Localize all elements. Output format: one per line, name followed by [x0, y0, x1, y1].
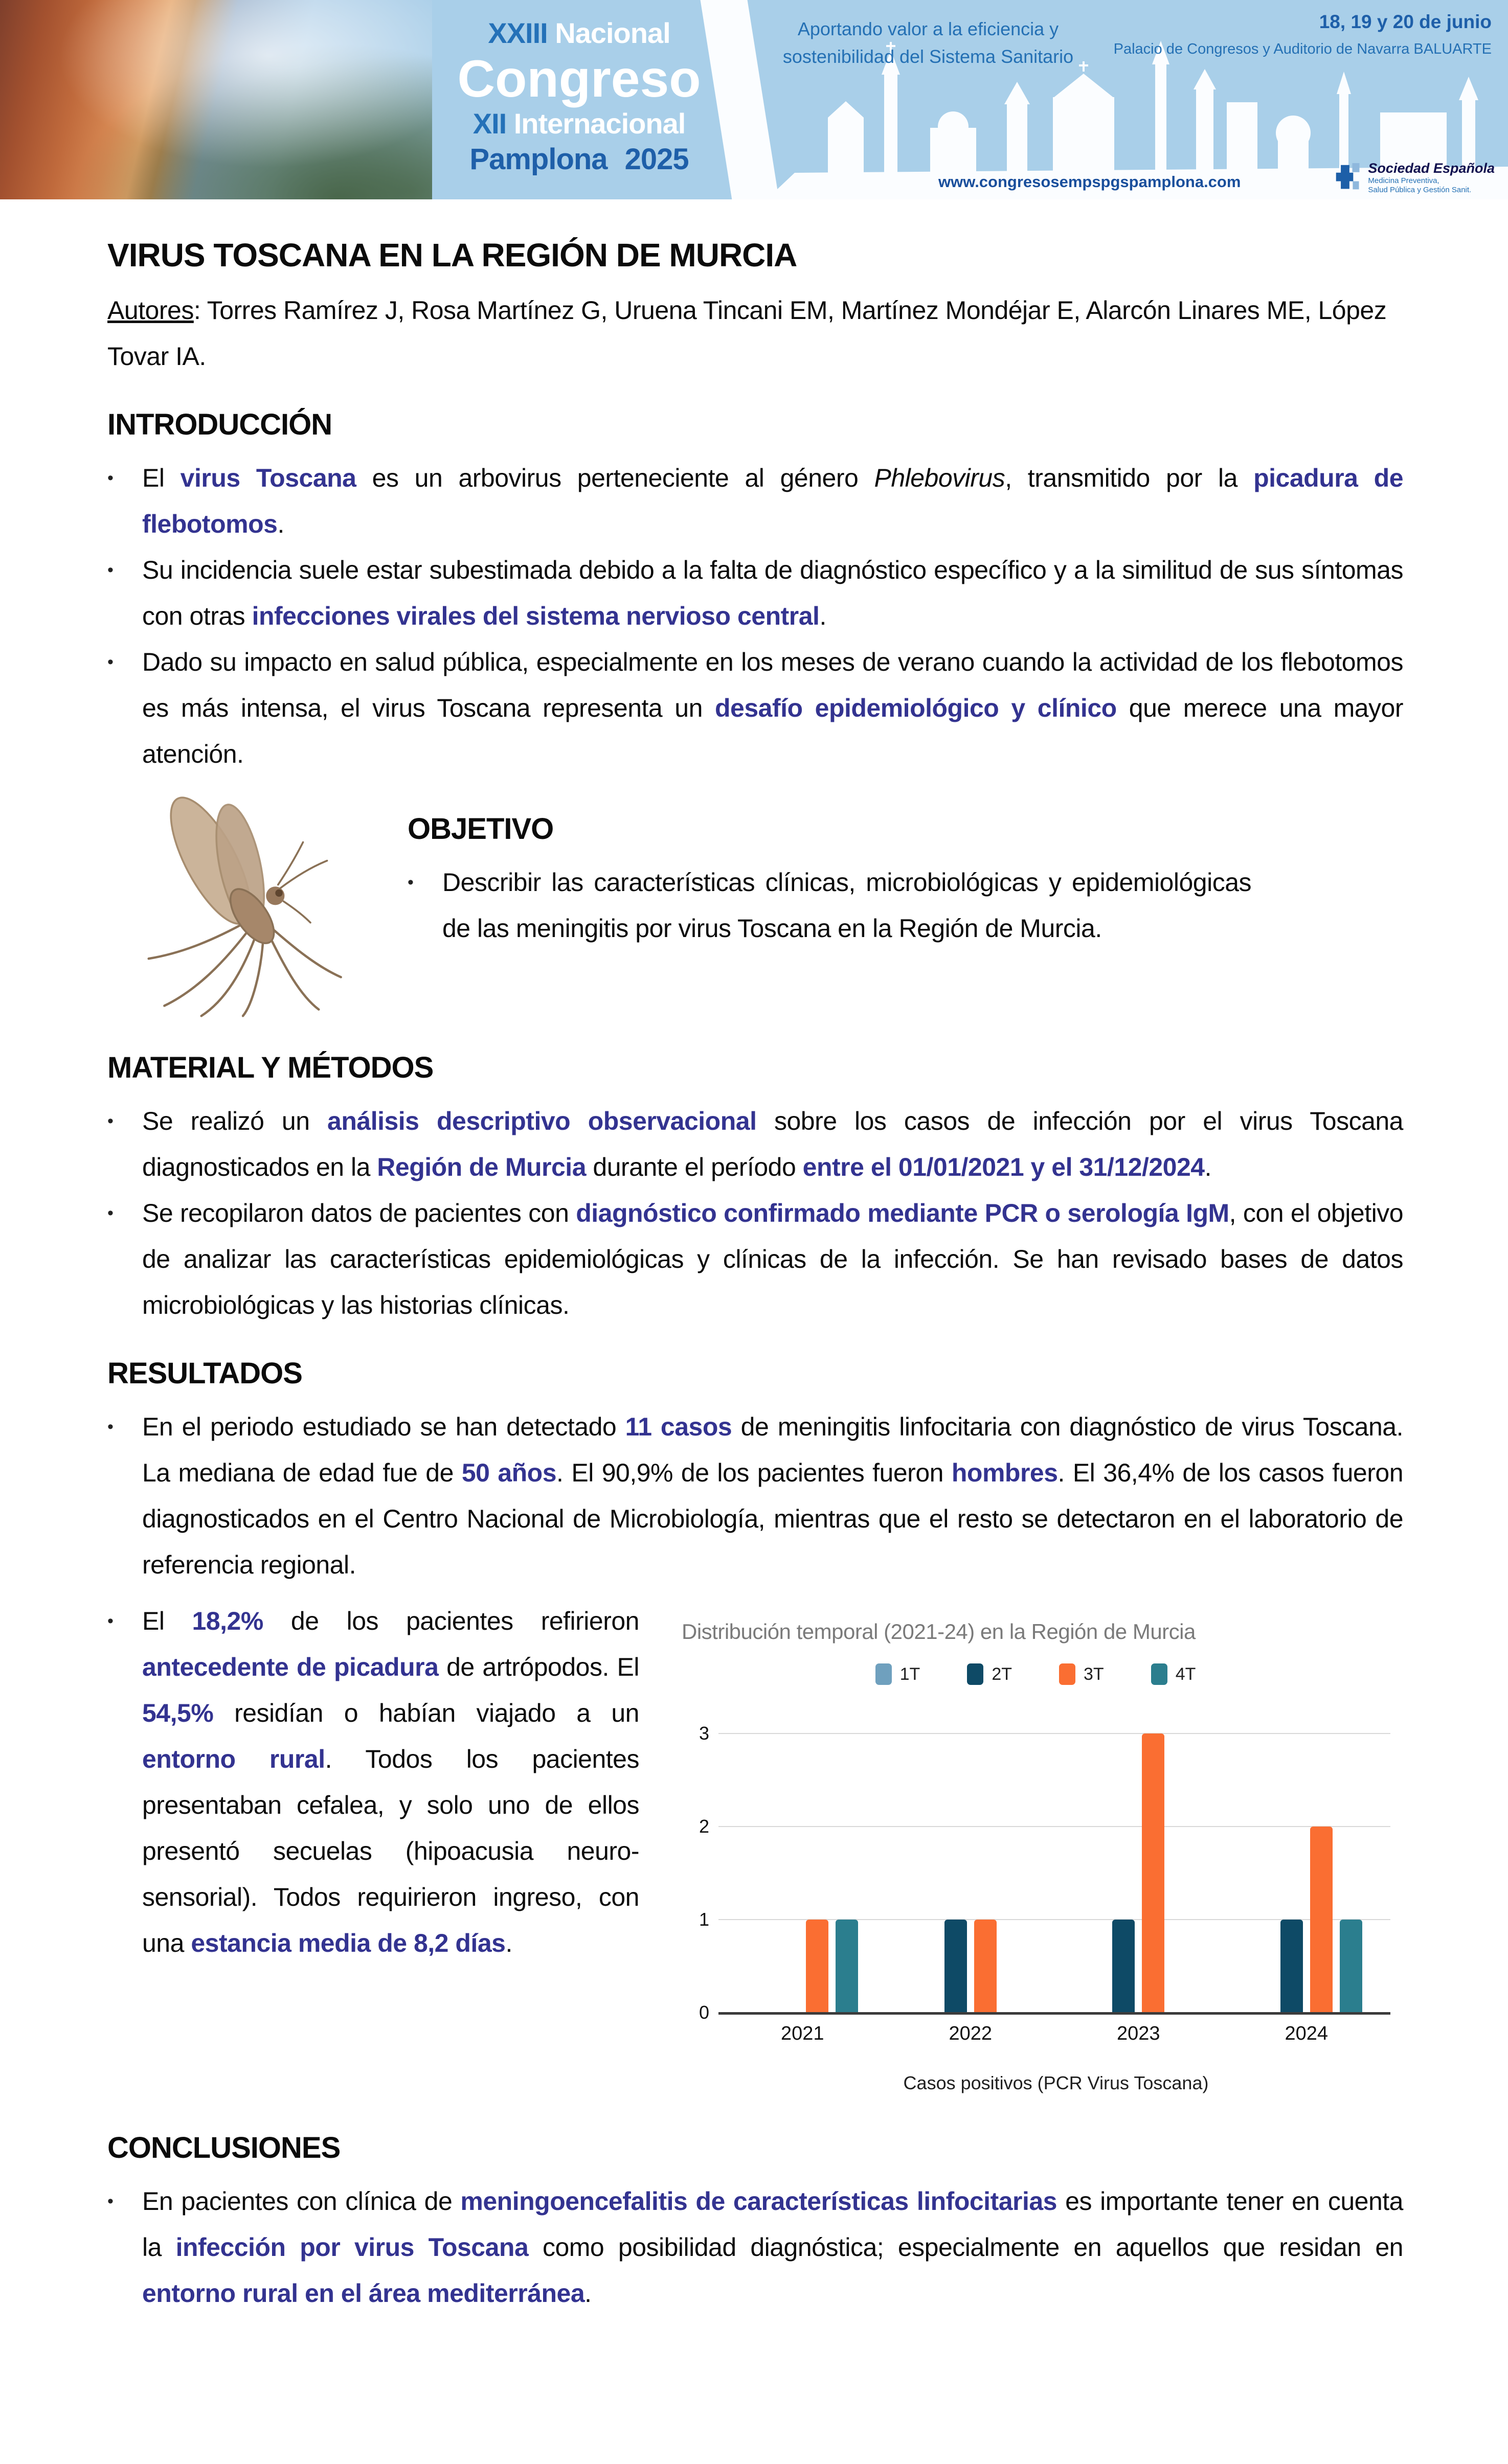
heading-objetivo: OBJETIVO: [408, 812, 554, 846]
bullet-marker: •: [107, 1203, 114, 1223]
bar-group-2023: [1054, 1708, 1223, 2013]
authors-line: [107, 287, 1403, 379]
bullet-marker: •: [107, 468, 114, 488]
congress-wordmark: [432, 17, 726, 176]
society-text: Sociedad Española Medicina Preventiva, Salud Pública y Gestión Sanit.: [1368, 160, 1495, 195]
bar-2024-4T: [1340, 1920, 1362, 2013]
congress-city-year: Pamplona 2025: [469, 142, 689, 176]
chart-title: Distribución temporal (2021-24) en la Región de Murcia: [682, 1619, 1196, 1644]
chart-plot: [678, 1708, 1393, 2023]
bar-group-2024: [1223, 1708, 1391, 2013]
bar-slot-2021-4T: [836, 1920, 858, 2013]
legend-item-3T: [1059, 1663, 1104, 1685]
bullet-text: El 18,2% de los pacientes refirieron antecedente de picadura de artrópodos. El 54,5% residían o habían viajado a un entorno rural. Todos los pacientes presentaban cefalea, y solo uno de ellos presentó secuelas (hipoacusia neuro-sensorial). Todos requirieron ingreso, con una estancia media de 8,2 días.: [142, 1607, 639, 1957]
x-label-2021: 2021: [780, 2023, 824, 2044]
sandfly-illustration: [114, 782, 354, 1022]
legend-swatch-2T: [967, 1663, 983, 1685]
resultados-left-column: [107, 1598, 639, 2094]
authors-list: : Torres Ramírez J, Rosa Martínez G, Uruena Tincani EM, Martínez Mondéjar E, Alarcón Linares ME, López Tovar IA.: [107, 296, 1387, 371]
poster-title: VIRUS TOSCANA EN LA REGIÓN DE MURCIA: [107, 237, 797, 273]
bar-2024-3T: [1310, 1827, 1333, 2013]
section-resultados: [107, 1356, 1403, 2094]
material-bullets: [107, 1098, 1403, 1328]
congress-website: www.congresosempspgspamplona.com: [938, 173, 1241, 191]
x-label-2024: 2024: [1285, 2023, 1329, 2044]
bar-2023-3T: [1142, 1733, 1164, 2013]
bullet-item: [408, 859, 1251, 951]
congress-tagline: Aportando valor a la eficiencia y sostenibilidad del Sistema Sanitario: [782, 18, 1074, 67]
bar-group-2021: [718, 1708, 887, 2013]
authors-label: Autores: [107, 296, 194, 325]
bullet-item: [107, 2178, 1403, 2316]
bar-slot-2022-3T: [974, 1920, 997, 2013]
bullet-marker: •: [107, 1611, 114, 1631]
heading-conclusiones: CONCLUSIONES: [107, 2131, 341, 2164]
legend-label-4T: 4T: [1175, 1664, 1196, 1684]
bullet-item: [107, 1190, 1403, 1328]
legend-item-2T: [967, 1663, 1012, 1685]
bullet-marker: •: [408, 873, 414, 892]
bullet-item: [107, 455, 1403, 547]
bullet-item: [107, 1098, 1403, 1190]
legend-swatch-3T: [1059, 1663, 1075, 1685]
bullet-text: El virus Toscana es un arbovirus perteneciente al género Phlebovirus, transmitido por la picadura de flebotomos.: [142, 464, 1404, 538]
bar-slot-2024-2T: [1280, 1920, 1303, 2013]
bullet-item: [107, 639, 1403, 777]
bar-2023-2T: [1112, 1920, 1135, 2013]
chart-plot-inner: [718, 1708, 1390, 2013]
bullet-text: En pacientes con clínica de meningoencefalitis de características linfocitarias es importante tener en cuenta la infección por virus Toscana como posibilidad diagnóstica; especialmente en aquellos que residan en entorno rural en el área mediterránea.: [142, 2187, 1403, 2308]
legend-item-1T: [875, 1663, 920, 1685]
intro-bullets: [107, 455, 1403, 777]
bullet-text: Se recopilaron datos de pacientes con diagnóstico confirmado mediante PCR o serología IgM, con el objetivo de analizar las características epidemiológicas y clínicas de la infección. Se han revisado bases de datos microbiológicas y las historias clínicas.: [142, 1199, 1403, 1319]
y-tick-1: 1: [699, 1909, 709, 1930]
section-material-metodos: [107, 1051, 1403, 1328]
heading-resultados: RESULTADOS: [107, 1357, 302, 1390]
legend-label-2T: 2T: [992, 1664, 1012, 1684]
bar-2024-2T: [1280, 1920, 1303, 2013]
section-objetivo: [107, 782, 1403, 1022]
bar-slot-2024-3T: [1310, 1827, 1333, 2013]
bullet-marker: •: [107, 1417, 114, 1436]
y-tick-0: 0: [699, 2002, 709, 2023]
legend-swatch-4T: [1151, 1663, 1167, 1685]
chart-distribucion-temporal: [678, 1619, 1393, 2094]
bullet-text: Dado su impacto en salud pública, especialmente en los meses de verano cuando la actividad de los flebotomos es más intensa, el virus Toscana representa un desafío epidemiológico y clínico que merece una mayor atención.: [142, 648, 1403, 768]
sociedad-espanola-logo: [1334, 161, 1495, 195]
x-label-2023: 2023: [1116, 2023, 1160, 2044]
society-cross-icon: [1334, 161, 1363, 195]
objetivo-bullets: [408, 859, 1251, 951]
chart-legend: [678, 1663, 1393, 1685]
bar-slot-2023-3T: [1142, 1733, 1164, 2013]
bullet-marker: •: [107, 1111, 114, 1131]
heading-material-metodos: MATERIAL Y MÉTODOS: [107, 1051, 434, 1084]
congress-dates: 18, 19 y 20 de junio: [1319, 11, 1492, 32]
legend-item-4T: [1151, 1663, 1196, 1685]
congress-banner: [0, 0, 1508, 199]
y-tick-2: 2: [699, 1816, 709, 1837]
chart-x-labels: [718, 2023, 1390, 2045]
heading-introduccion: INTRODUCCIÓN: [107, 408, 332, 441]
poster-content: [0, 236, 1508, 2316]
bar-slot-2024-4T: [1340, 1920, 1362, 2013]
resultados-bullets: [107, 1404, 1403, 1588]
bar-slot-2022-2T: [944, 1920, 967, 2013]
bar-slot-2021-3T: [806, 1920, 828, 2013]
resultados-left-bullets: [107, 1598, 639, 1966]
bullet-item: [107, 547, 1403, 639]
bar-2022-3T: [974, 1920, 997, 2013]
congress-word: Congreso: [457, 49, 701, 108]
bullet-text: Se realizó un análisis descriptivo observacional sobre los casos de infección por el virus Toscana diagnosticados en la Región de Murcia durante el período entre el 01/01/2021 y el 31/12/2024.: [142, 1107, 1403, 1181]
bar-2021-4T: [836, 1920, 858, 2013]
chart-x-axis-title: Casos positivos (PCR Virus Toscana): [903, 2072, 1209, 2093]
section-conclusiones: [107, 2131, 1403, 2316]
bullet-text: Describir las características clínicas, microbiológicas y epidemiológicas de las meningitis por virus Toscana en la Región de Murcia.: [442, 868, 1251, 943]
bullet-item: [107, 1598, 639, 1966]
conclusiones-bullets: [107, 2178, 1403, 2316]
x-label-2022: 2022: [949, 2023, 993, 2044]
congress-edition-national: XXIII Nacional: [488, 17, 670, 49]
bullet-text: En el periodo estudiado se han detectado 11 casos de meningitis linfocitaria con diagnóstico de virus Toscana. La mediana de edad fue de 50 años. El 90,9% de los pacientes fueron hombres. El 36,4% de los casos fueron diagnosticados en el Centro Nacional de Microbiología, mientras que el resto se detectaron en el laboratorio de referencia regional.: [142, 1412, 1404, 1579]
gridline-0: [718, 2012, 1390, 2015]
congress-edition-international: XII Internacional: [472, 107, 686, 140]
bar-2022-2T: [944, 1920, 967, 2013]
congress-venue: Palacio de Congresos y Auditorio de Navarra BALUARTE: [1113, 41, 1492, 57]
y-tick-3: 3: [699, 1723, 709, 1744]
bullet-marker: •: [107, 2192, 114, 2211]
pamplona-street-photo: [0, 0, 432, 199]
legend-label-3T: 3T: [1084, 1664, 1104, 1684]
bullet-marker: •: [107, 560, 114, 580]
bullet-marker: •: [107, 652, 114, 672]
bullet-text: Su incidencia suele estar subestimada debido a la falta de diagnóstico específico y a la similitud de sus síntomas con otras infecciones virales del sistema nervioso central.: [142, 556, 1403, 630]
bullet-item: [107, 1404, 1403, 1588]
legend-label-1T: 1T: [899, 1664, 920, 1684]
legend-swatch-1T: [875, 1663, 892, 1685]
bar-2021-3T: [806, 1920, 828, 2013]
bar-group-2022: [887, 1708, 1055, 2013]
section-introduccion: [107, 407, 1403, 777]
bar-slot-2023-2T: [1112, 1920, 1135, 2013]
